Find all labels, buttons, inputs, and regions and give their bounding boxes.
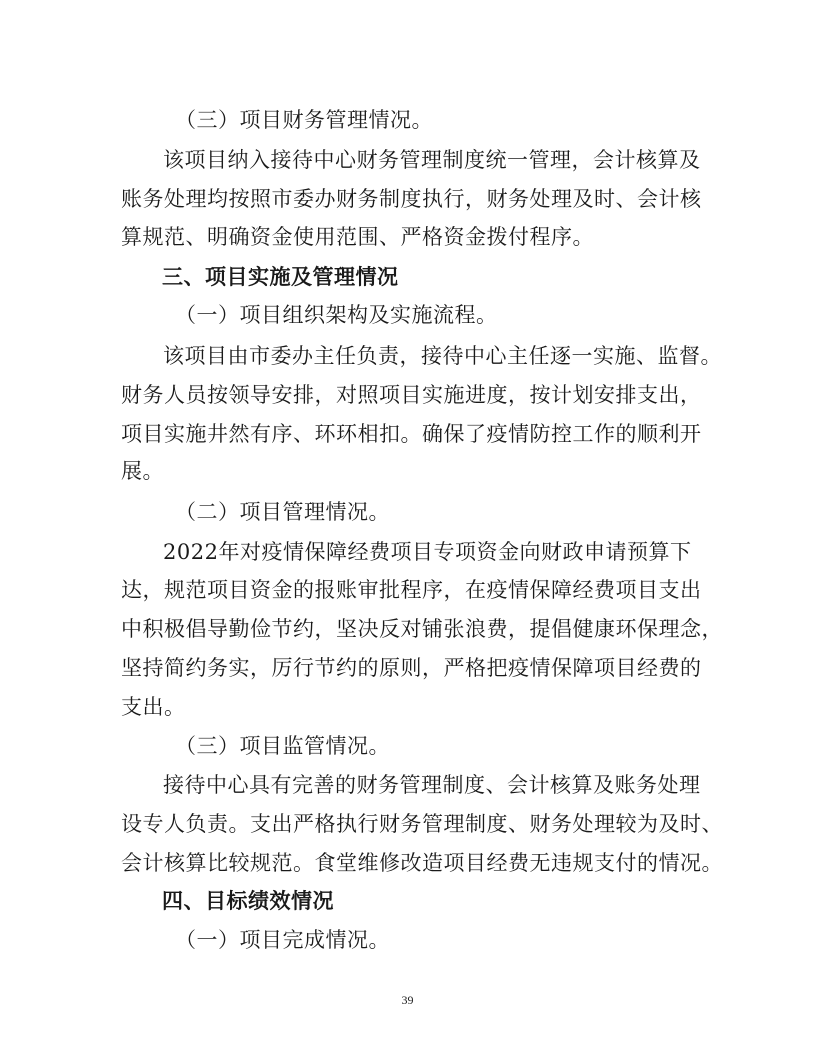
paragraph-line: 财务人员按领导安排，对照项目实施进度，按计划安排支出，	[121, 383, 702, 407]
paragraph-line: 该项目由市委办主任负责，接待中心主任逐一实施、监督。	[163, 344, 722, 368]
paragraph-line: 设专人负责。支出严格执行财务管理制度、财务处理较为及时、	[121, 812, 723, 836]
paragraph-line: 达，规范项目资金的报账审批程序，在疫情保障经费项目支出	[121, 578, 702, 602]
subheading-organization: （一）项目组织架构及实施流程。	[175, 303, 498, 327]
paragraph-line: 该项目纳入接待中心财务管理制度统一管理，会计核算及	[163, 148, 701, 172]
page-number: 39	[401, 993, 414, 1007]
subheading-completion: （一）项目完成情况。	[175, 928, 390, 952]
paragraph-line: 算规范、明确资金使用范围、严格资金拨付程序。	[121, 225, 594, 249]
paragraph-line: 展。	[121, 459, 164, 483]
paragraph-line: 中积极倡导勤俭节约，坚决反对铺张浪费，提倡健康环保理念，	[121, 617, 723, 641]
paragraph-line: 项目实施井然有序、环环相扣。确保了疫情防控工作的顺利开	[121, 422, 702, 446]
paragraph-line: 接待中心具有完善的财务管理制度、会计核算及账务处理	[163, 773, 701, 797]
subheading-supervision: （三）项目监管情况。	[175, 734, 390, 758]
subheading-management: （二）项目管理情况。	[175, 500, 390, 524]
paragraph-line: 坚持简约务实，厉行节约的原则，严格把疫情保障项目经费的	[121, 656, 702, 680]
paragraph-line: 支出。	[121, 695, 186, 719]
paragraph-line: 会计核算比较规范。食堂维修改造项目经费无违规支付的情况。	[121, 851, 723, 875]
paragraph-line: 账务处理均按照市委办财务制度执行，财务处理及时、会计核	[121, 187, 702, 211]
section-heading-implementation: 三、项目实施及管理情况	[162, 265, 399, 289]
section-heading-performance: 四、目标绩效情况	[162, 889, 334, 913]
subheading-finance: （三）项目财务管理情况。	[175, 108, 433, 132]
paragraph-line: 2022年对疫情保障经费项目专项资金向财政申请预算下	[163, 540, 692, 564]
